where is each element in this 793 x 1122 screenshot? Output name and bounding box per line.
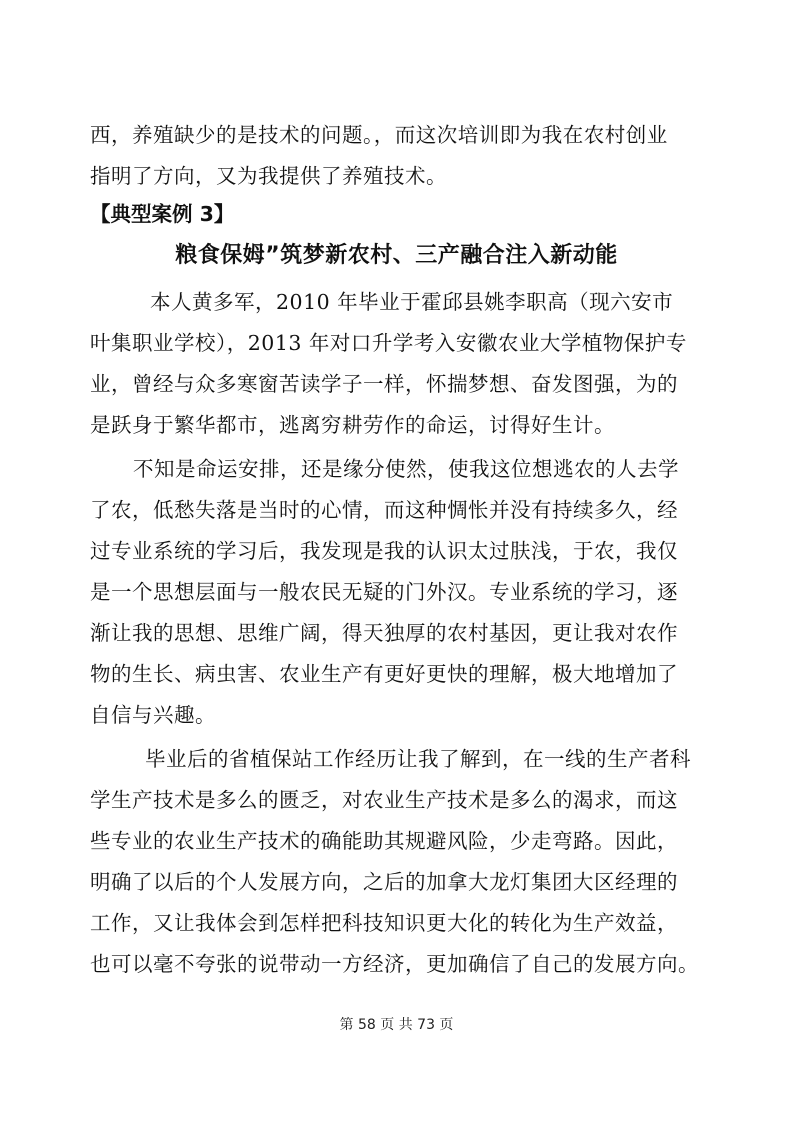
body-text-line: 西，养殖缺少的是技术的问题。，而这次培训即为我在农村创业 — [90, 123, 668, 147]
body-text-line: 业，曾经与众多寒窗苦读学子一样，怀揣梦想、奋发图强，为的 — [90, 372, 678, 396]
body-text-line: 指明了方向，又为我提供了养殖技术。 — [90, 164, 447, 188]
body-text-line: 些专业的农业生产技术的确能助其规避风险，少走弯路。因此， — [90, 829, 678, 853]
body-text-line: 学生产技术是多么的匮乏，对农业生产技术是多么的渴求，而这 — [90, 788, 678, 812]
case-label: 【典型案例 3】 — [90, 202, 235, 226]
body-text-line: 也可以毫不夸张的说带动一方经济，更加确信了自己的发展方向。 — [90, 952, 699, 976]
body-text-line: 是一个思想层面与一般农民无疑的门外汉。专业系统的学习，逐 — [90, 580, 678, 604]
body-text-line: 工作，又让我体会到怎样把科技知识更大化的转化为生产效益， — [90, 911, 678, 935]
body-text-line: 本人黄多军，2010 年毕业于霍邱县姚李职高（现六安市 — [150, 290, 674, 314]
body-text-line: 是跃身于繁华都市，逃离穷耕劳作的命运，讨得好生计。 — [90, 413, 615, 437]
case-title: 粮食保姆”筑梦新农村、三产融合注入新动能 — [175, 243, 618, 268]
page-number-footer: 第 58 页 共 73 页 — [339, 1017, 454, 1033]
body-text-line: 毕业后的省植保站工作经历让我了解到，在一线的生产者科 — [145, 747, 691, 771]
body-text-line: 不知是命运安排，还是缘分使然，使我这位想逃农的人去学 — [133, 457, 679, 481]
body-text-line: 过专业系统的学习后，我发现是我的认识太过肤浅，于农，我仅 — [90, 539, 678, 563]
body-text-line: 渐让我的思想、思维广阔，得天独厚的农村基因，更让我对农作 — [90, 621, 678, 645]
body-text-line: 明确了以后的个人发展方向，之后的加拿大龙灯集团大区经理的 — [90, 870, 678, 894]
body-text-line: 叶集职业学校），2013 年对口升学考入安徽农业大学植物保护专 — [90, 331, 687, 355]
body-text-line: 了农，低愁失落是当时的心情，而这种惆怅并没有持续多久，经 — [90, 498, 678, 522]
body-text-line: 物的生长、病虫害、农业生产有更好更快的理解，极大地增加了 — [90, 662, 678, 686]
body-text-line: 自信与兴趣。 — [90, 703, 216, 727]
